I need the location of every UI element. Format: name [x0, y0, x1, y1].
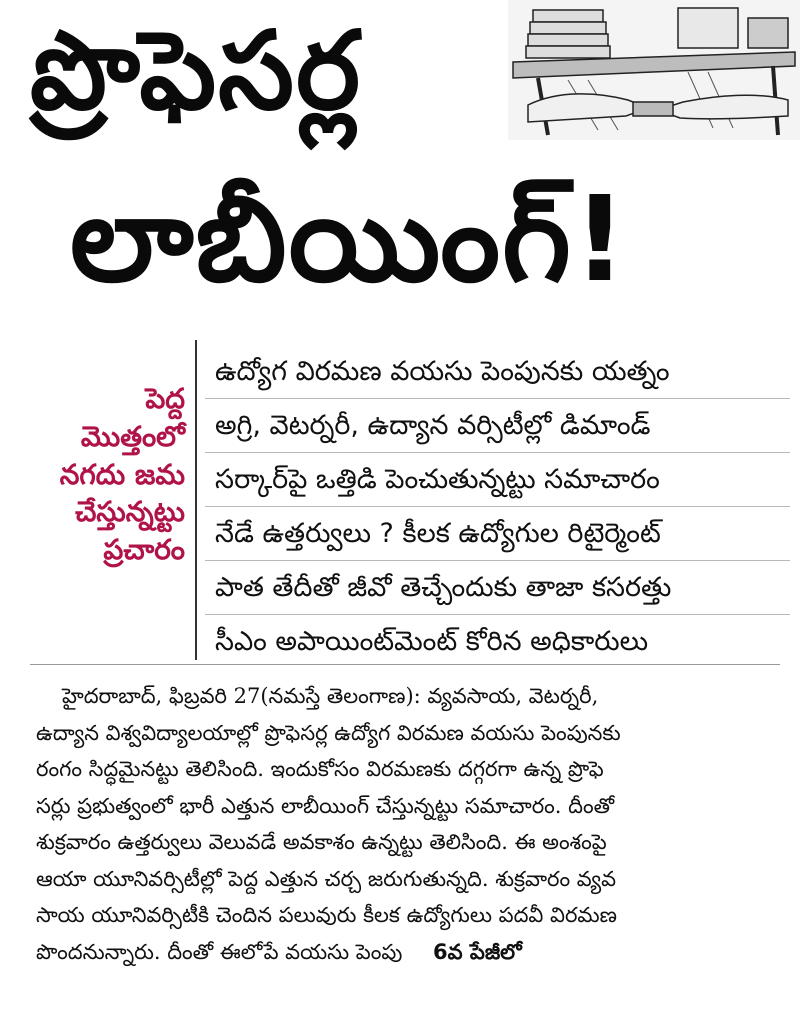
side-kicker-line: మొత్తంలో	[80, 419, 185, 453]
highlight-line: సర్కార్‌పై ఒత్తిడి పెంచుతున్నట్టు సమాచారం	[205, 453, 790, 507]
body-line: సర్లు ప్రభుత్వంలో భారీ ఎత్తున లాబీయింగ్ చేస్తున్నట్టు సమాచారం. దీంతో	[36, 793, 615, 818]
vertical-divider	[195, 340, 197, 660]
body-line: సాయ యూనివర్సిటీకి చెందిన పలువురు కీలక ఉద్యోగులు పదవీ విరమణ	[36, 903, 617, 927]
body-line: ఆయా యూనివర్సిటీల్లో పెద్ద ఎత్తున చర్చ జరుగుతున్నది. శుక్రవారం వ్యవ	[36, 866, 617, 891]
side-kicker-line: ప్రచారం	[103, 533, 185, 567]
side-kicker-line: నగదు జమ	[59, 457, 185, 491]
highlight-line: సీఎం అపాయింట్‌మెంట్ కోరిన అధికారులు	[215, 626, 649, 657]
horizontal-divider	[30, 664, 780, 665]
side-kicker-line: చేస్తున్నట్టు	[75, 495, 185, 529]
body-line: హైదరాబాద్, ఫిబ్రవరి 27(నమస్తే తెలంగాణ): వ్యవసాయ, వెటర్నరీ,	[62, 684, 599, 708]
desk-bribe-illustration-icon	[508, 0, 800, 140]
continued-page-ref: 6వ పేజీలో	[433, 939, 522, 964]
highlight-line: అగ్రి, వెటర్నరీ, ఉద్యాన వర్సిటీల్లో డిమాండ్	[205, 399, 790, 453]
highlight-line: ఉద్యోగ విరమణ వయసు పెంపునకు యత్నం	[205, 345, 790, 399]
body-line-last	[36, 934, 776, 971]
side-kicker-line: పెద్ద	[145, 382, 185, 415]
body-line: ఉద్యాన విశ్వవిద్యాలయాల్లో ప్రొఫెసర్ల ఉద్యోగ విరమణ వయసు పెంపునకు	[36, 720, 621, 745]
highlight-line: పాత తేదీతో జీవో తెచ్చేందుకు తాజా కసరత్తు	[205, 561, 790, 615]
side-kicker	[10, 380, 185, 569]
headline-line-1: ప్రొఫెసర్ల	[30, 9, 363, 134]
highlight-line: నేడే ఉత్తర్వులు ? కీలక ఉద్యోగుల రిటైర్మెంట్	[205, 507, 790, 561]
highlights-box	[205, 345, 790, 668]
body-line-text: పొందనున్నారు. దీంతో ఈలోపే వయసు పెంపు	[36, 939, 403, 964]
headline-line-2: లాబీయింగ్!	[70, 170, 629, 308]
body-line: శుక్రవారం ఉత్తర్వులు వెలువడే అవకాశం ఉన్నట్టు తెలిసింది. ఈ అంశంపై	[36, 830, 607, 854]
article-body	[36, 678, 776, 970]
body-line: రంగం సిద్ధమైనట్టు తెలిసింది. ఇందుకోసం విరమణకు దగ్గరగా ఉన్న ప్రొఫె	[36, 757, 604, 781]
